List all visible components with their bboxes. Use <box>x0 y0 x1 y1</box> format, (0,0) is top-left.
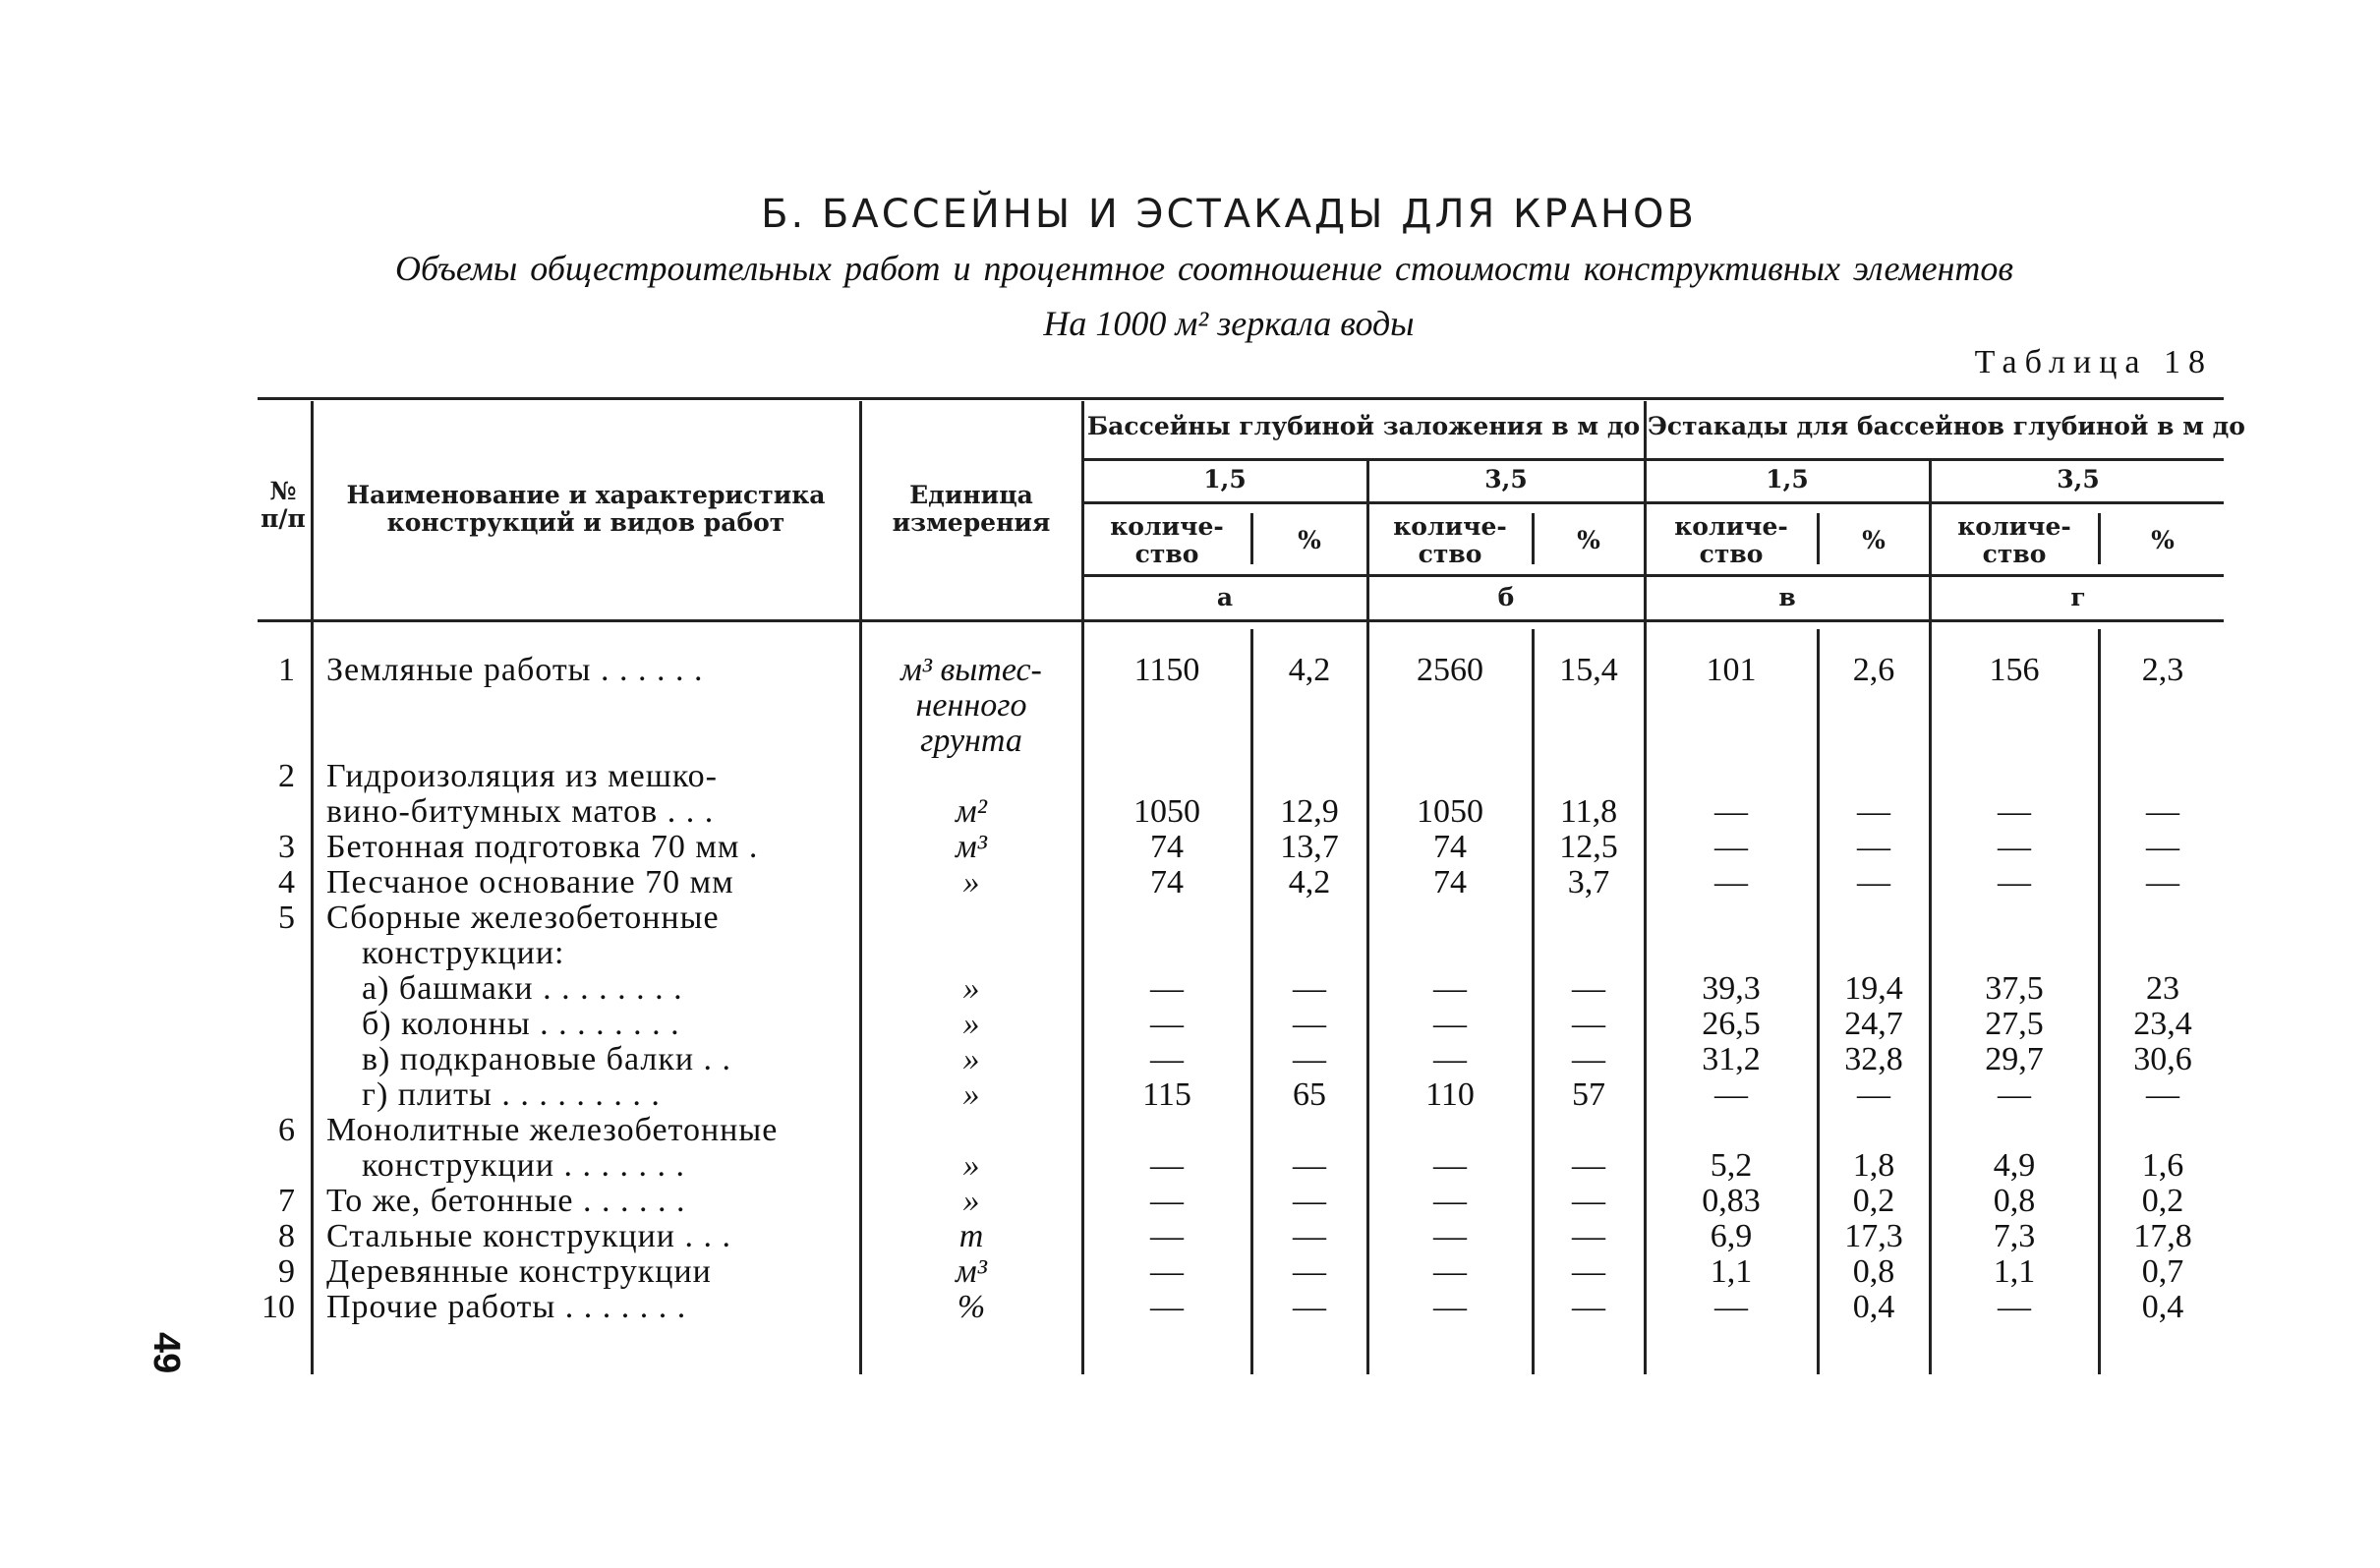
row-value: 23 <box>2146 970 2179 1007</box>
table-row <box>0 1113 2380 1148</box>
row-value: — <box>1150 1289 1184 1325</box>
table-row <box>0 794 2380 830</box>
row-value: 3,7 <box>1567 864 1610 900</box>
row-value: — <box>1998 793 2031 830</box>
row-value: — <box>1572 1183 1605 1219</box>
row-name: Стальные конструкции . . . <box>326 1218 732 1254</box>
row-unit: » <box>962 1183 980 1219</box>
row-value: 26,5 <box>1702 1006 1761 1042</box>
row-value: — <box>1293 1006 1326 1042</box>
row-number: 9 <box>278 1253 295 1290</box>
table-row <box>0 1007 2380 1042</box>
row-value: 2,3 <box>2141 652 2184 688</box>
header-pct: % <box>1862 526 1886 554</box>
row-value: — <box>1433 1147 1467 1184</box>
table-row <box>0 830 2380 865</box>
table-row <box>0 865 2380 900</box>
table-row <box>0 1148 2380 1184</box>
row-value: 1050 <box>1133 793 1200 830</box>
row-unit: м³ <box>956 1253 987 1290</box>
row-name: конструкции: <box>362 935 565 971</box>
table-subtitle: Объемы общестроительных работ и процентное соотношение стоимости конструктивных элементов <box>394 249 2014 288</box>
row-value: — <box>1998 864 2031 900</box>
row-value: 5,2 <box>1710 1147 1753 1184</box>
row-value: — <box>1150 1218 1184 1254</box>
row-value: 39,3 <box>1702 970 1761 1007</box>
row-name: Бетонная подготовка 70 мм . <box>326 829 759 865</box>
row-number: 7 <box>278 1183 295 1219</box>
row-unit: м³ <box>956 829 987 865</box>
row-unit: м² <box>956 793 987 830</box>
row-unit: » <box>962 1041 980 1077</box>
table-row <box>0 900 2380 936</box>
row-value: — <box>1293 1289 1326 1325</box>
row-value: 115 <box>1142 1076 1191 1113</box>
row-value: 0,4 <box>2141 1289 2184 1325</box>
row-value: 12,9 <box>1280 793 1339 830</box>
row-unit: м³ вытес- <box>900 652 1042 688</box>
row-value: — <box>1714 829 1748 865</box>
row-value: — <box>1572 1041 1605 1077</box>
row-value: — <box>1572 1289 1605 1325</box>
row-name: Прочие работы . . . . . . . <box>326 1289 687 1325</box>
table-label: Таблица 18 <box>1974 344 2213 380</box>
row-value: 7,3 <box>1993 1218 2036 1254</box>
row-value: 110 <box>1425 1076 1475 1113</box>
row-value: 0,8 <box>1993 1183 2036 1219</box>
row-name: Сборные железобетонные <box>326 900 720 936</box>
header-group-trestles: Эстакады для бассейнов глубиной в м до <box>1648 412 2245 440</box>
row-unit: % <box>957 1289 986 1325</box>
row-value: 74 <box>1150 864 1184 900</box>
header-letter: г <box>2070 583 2086 611</box>
header-depth: 1,5 <box>1766 465 1809 494</box>
row-value: — <box>1150 1183 1184 1219</box>
header-num: № п/п <box>261 477 306 533</box>
group-rule <box>1081 458 2224 461</box>
row-value: 4,2 <box>1288 864 1331 900</box>
row-value: 29,7 <box>1985 1041 2044 1077</box>
row-value: — <box>1293 1183 1326 1219</box>
row-number: 3 <box>278 829 295 865</box>
table-row <box>0 936 2380 971</box>
row-value: 15,4 <box>1559 652 1618 688</box>
row-value: — <box>1714 1076 1748 1113</box>
row-unit: » <box>962 1006 980 1042</box>
row-value: 13,7 <box>1280 829 1339 865</box>
row-value: — <box>1857 829 1890 865</box>
row-value: — <box>1998 829 2031 865</box>
row-name: конструкции . . . . . . . <box>362 1147 686 1184</box>
row-value: 1,6 <box>2141 1147 2184 1184</box>
header-letter: а <box>1216 583 1234 611</box>
row-value: 17,3 <box>1844 1218 1903 1254</box>
row-value: — <box>1433 1041 1467 1077</box>
row-unit: ненного <box>915 687 1027 724</box>
row-value: — <box>1433 970 1467 1007</box>
row-name: вино-битумных матов . . . <box>326 793 715 830</box>
row-number: 5 <box>278 900 295 936</box>
row-value: — <box>1293 1218 1326 1254</box>
row-value: — <box>1714 864 1748 900</box>
row-value: 30,6 <box>2133 1041 2192 1077</box>
row-value: — <box>1433 1289 1467 1325</box>
row-value: — <box>1572 1253 1605 1290</box>
table-top-rule <box>258 397 2224 400</box>
row-value: 156 <box>1989 652 2040 688</box>
row-value: — <box>1150 1147 1184 1184</box>
row-name: г) плиты . . . . . . . . . <box>362 1076 661 1113</box>
subhead-divider <box>1250 513 1253 564</box>
row-value: — <box>2146 864 2179 900</box>
header-letter: б <box>1497 583 1515 611</box>
row-value: 1,8 <box>1852 1147 1895 1184</box>
row-value: — <box>1714 1289 1748 1325</box>
row-value: 65 <box>1293 1076 1326 1113</box>
row-value: 0,8 <box>1852 1253 1895 1290</box>
table-row <box>0 971 2380 1007</box>
row-value: 0,7 <box>2141 1253 2184 1290</box>
row-value: 2,6 <box>1852 652 1895 688</box>
row-value: — <box>1998 1289 2031 1325</box>
table-row <box>0 1290 2380 1325</box>
row-value: — <box>1150 1041 1184 1077</box>
row-value: — <box>1293 1253 1326 1290</box>
table-row <box>0 1042 2380 1077</box>
row-number: 2 <box>278 758 295 794</box>
row-value: 1050 <box>1417 793 1483 830</box>
row-value: — <box>1998 1076 2031 1113</box>
header-pct: % <box>1298 526 1321 554</box>
row-value: — <box>1293 970 1326 1007</box>
row-value: 12,5 <box>1559 829 1618 865</box>
row-value: 0,83 <box>1702 1183 1761 1219</box>
row-value: — <box>2146 829 2179 865</box>
qty-rule <box>1081 574 2224 577</box>
header-pct: % <box>1577 526 1600 554</box>
row-value: 74 <box>1433 829 1467 865</box>
row-name: Песчаное основание 70 мм <box>326 864 734 900</box>
header-depth: 1,5 <box>1203 465 1247 494</box>
row-value: — <box>1857 793 1890 830</box>
row-name: То же, бетонные . . . . . . <box>326 1183 686 1219</box>
header-group-basins: Бассейны глубиной заложения в м до <box>1086 412 1641 440</box>
row-value: 37,5 <box>1985 970 2044 1007</box>
section-title: Б. БАССЕЙНЫ И ЭСТАКАДЫ ДЛЯ КРАНОВ <box>761 192 1697 237</box>
depth-rule <box>1081 501 2224 504</box>
page-number: 49 <box>145 1332 187 1374</box>
row-value: — <box>1150 1006 1184 1042</box>
row-number: 10 <box>261 1289 295 1325</box>
row-value: 2560 <box>1417 652 1483 688</box>
row-number: 8 <box>278 1218 295 1254</box>
row-value: 101 <box>1706 652 1757 688</box>
row-value: 19,4 <box>1844 970 1903 1007</box>
row-value: — <box>1150 970 1184 1007</box>
row-value: 1,1 <box>1710 1253 1753 1290</box>
table-row <box>0 1254 2380 1290</box>
header-depth: 3,5 <box>1484 465 1528 494</box>
row-value: — <box>1857 1076 1890 1113</box>
table-row <box>0 724 2380 759</box>
header-unit: Единица измерения <box>892 481 1051 537</box>
row-value: 31,2 <box>1702 1041 1761 1077</box>
row-value: — <box>1293 1041 1326 1077</box>
row-number: 4 <box>278 864 295 900</box>
row-value: — <box>1433 1183 1467 1219</box>
row-value: 27,5 <box>1985 1006 2044 1042</box>
row-value: 0,2 <box>1852 1183 1895 1219</box>
table-row <box>0 1077 2380 1113</box>
row-name: Деревянные конструкции <box>326 1253 712 1290</box>
row-name: Монолитные железобетонные <box>326 1112 779 1148</box>
row-unit: т <box>958 1218 984 1254</box>
row-unit: » <box>962 1076 980 1113</box>
row-number: 6 <box>278 1112 295 1148</box>
subhead-divider <box>1532 513 1535 564</box>
row-value: 17,8 <box>2133 1218 2192 1254</box>
row-value: — <box>1293 1147 1326 1184</box>
row-value: — <box>2146 1076 2179 1113</box>
row-value: — <box>1572 970 1605 1007</box>
header-name: Наименование и характеристика конструкций и видов работ <box>346 481 826 537</box>
table-row <box>0 759 2380 794</box>
row-value: — <box>1857 864 1890 900</box>
table-row <box>0 1184 2380 1219</box>
row-value: — <box>1433 1218 1467 1254</box>
row-value: — <box>1433 1006 1467 1042</box>
row-name: Земляные работы . . . . . . <box>326 652 704 688</box>
row-value: 0,4 <box>1852 1289 1895 1325</box>
row-value: — <box>1714 793 1748 830</box>
row-unit: » <box>962 864 980 900</box>
table-row <box>0 653 2380 688</box>
subhead-divider <box>1817 513 1820 564</box>
subhead-divider <box>2098 513 2101 564</box>
row-name: Гидроизоляция из мешко- <box>326 758 718 794</box>
row-value: 1150 <box>1133 652 1200 688</box>
header-letter: в <box>1778 583 1796 611</box>
row-value: 4,2 <box>1288 652 1331 688</box>
row-value: — <box>2146 793 2179 830</box>
row-value: 74 <box>1433 864 1467 900</box>
row-unit: грунта <box>920 723 1022 759</box>
row-name: а) башмаки . . . . . . . . <box>362 970 683 1007</box>
unit-line: На 1000 м² зеркала воды <box>1043 304 1415 343</box>
header-qty: количе- ство <box>1393 512 1507 568</box>
row-number: 1 <box>278 652 295 688</box>
row-value: 6,9 <box>1710 1218 1753 1254</box>
row-name: в) подкрановые балки . . <box>362 1041 732 1077</box>
row-value: 32,8 <box>1844 1041 1903 1077</box>
table-row <box>0 688 2380 724</box>
header-qty: количе- ство <box>1110 512 1224 568</box>
table-row <box>0 1219 2380 1254</box>
header-qty: количе- ство <box>1674 512 1788 568</box>
row-value: 57 <box>1572 1076 1605 1113</box>
row-value: 24,7 <box>1844 1006 1903 1042</box>
row-value: 0,2 <box>2141 1183 2184 1219</box>
row-name: б) колонны . . . . . . . . <box>362 1006 680 1042</box>
header-depth: 3,5 <box>2057 465 2100 494</box>
row-value: 4,9 <box>1993 1147 2036 1184</box>
row-unit: » <box>962 1147 980 1184</box>
row-value: — <box>1433 1253 1467 1290</box>
header-qty: количе- ство <box>1957 512 2071 568</box>
row-value: 11,8 <box>1559 793 1618 830</box>
row-value: 23,4 <box>2133 1006 2192 1042</box>
row-value: — <box>1572 1147 1605 1184</box>
row-unit: » <box>962 970 980 1007</box>
row-value: — <box>1572 1218 1605 1254</box>
row-value: 1,1 <box>1993 1253 2036 1290</box>
row-value: — <box>1150 1253 1184 1290</box>
row-value: — <box>1572 1006 1605 1042</box>
header-pct: % <box>2151 526 2175 554</box>
row-value: 74 <box>1150 829 1184 865</box>
